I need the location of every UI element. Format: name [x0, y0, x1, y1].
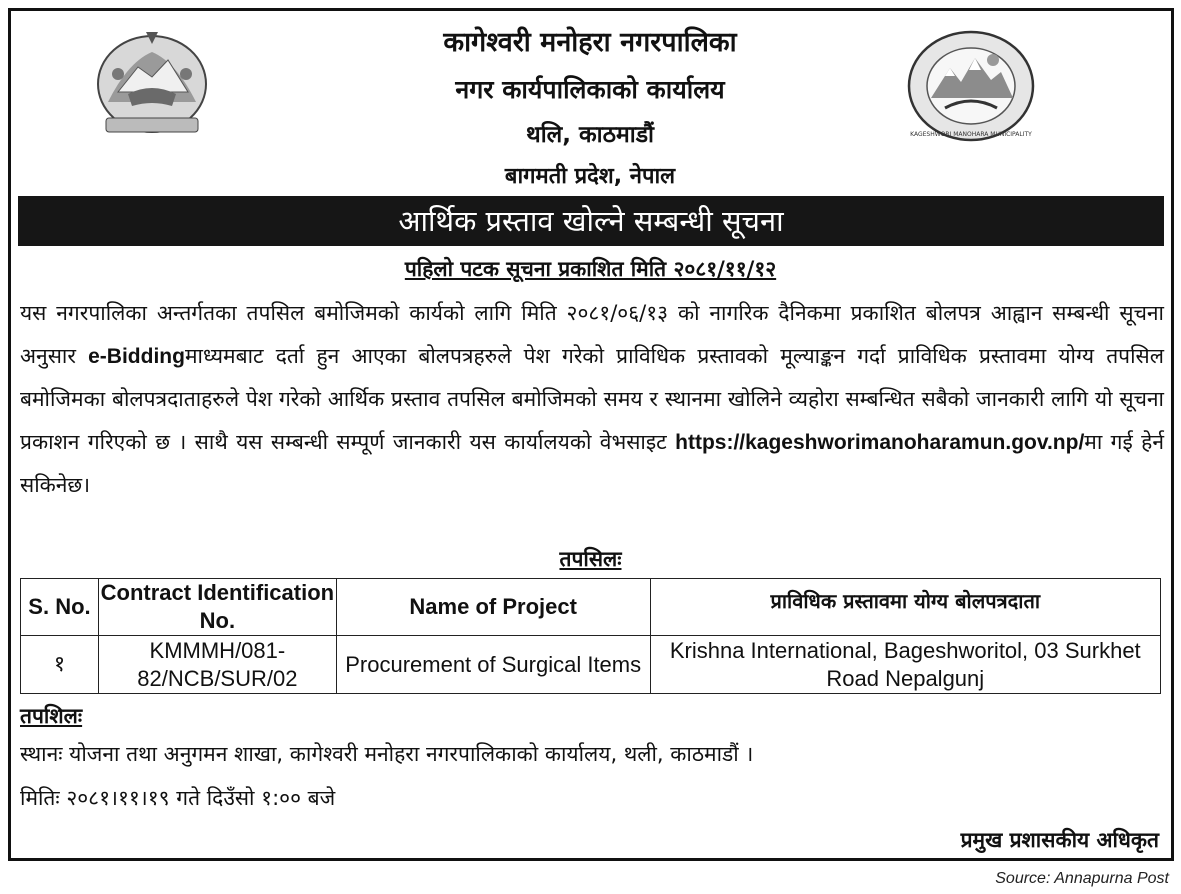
notice-body — [20, 292, 1164, 507]
website-link[interactable]: https://kageshworimanoharamun.gov.np/ — [675, 431, 1085, 454]
emblem-right-text: KAGESHWORI MANOHARA MUNICIPALITY — [910, 131, 1032, 138]
table-row — [21, 636, 1161, 694]
office-location: थलि, काठमाडौं — [526, 122, 654, 148]
cell-project-name: Procurement of Surgical Items — [336, 636, 650, 694]
header-sn: S. No. — [21, 579, 99, 636]
signatory-title: प्रमुख प्रशासकीय अधिकृत — [960, 828, 1159, 852]
province-country: बागमती प्रदेश, नेपाल — [504, 164, 676, 189]
body-text-part1: यस नगरपालिका अन्तर्गतका तपसिल बमोजिमको कार्यको लागि मिति २०८१/०६/१३ को नागरिक दैनिकमा प्रकाशित बोलपत्र आह्वान सम्बन्धी सूचना अनुसार — [20, 301, 1164, 368]
office-name: नगर कार्यपालिकाको कार्यालय — [455, 75, 725, 104]
source-credit: Source: Annapurna Post — [995, 870, 1169, 887]
project-table — [20, 578, 1161, 694]
cell-contract-id: KMMMH/081-82/NCB/SUR/02 — [98, 636, 336, 694]
body-text-part2: माध्यमबाट दर्ता हुन आएका बोलपत्रहरुले पेश गरेको प्राविधिक प्रस्तावको मूल्याङ्कन गर्दा प्राविधिक प्रस्तावमा योग्य तपसिल बमोजिमका बोलपत्रदाताहरुले पेश गरेको आर्थिक प्रस्ताव तपसिल बमोजिमको समय र स्थानमा खोलिने व्यहोरा सम्बन्धित सबैको जानकारी लागि यो सूचना प्रकाशन गरिएको छ । साथै यस सम्बन्धी सम्पूर्ण जानकारी यस कार्यालयको वेभसाइट — [20, 344, 1164, 454]
municipality-logo-icon — [905, 28, 1037, 144]
opening-place: स्थानः योजना तथा अनुगमन शाखा, कागेश्वरी मनोहरा नगरपालिकाको कार्यालय, थली, काठमाडौं । — [20, 742, 754, 766]
body-text-part3: मा गई हेर्न सकिनेछ। — [20, 430, 1164, 497]
cell-sn: १ — [21, 636, 99, 694]
header-project-name: Name of Project — [336, 579, 650, 636]
cell-bidder: Krishna International, Bageshworitol, 03 Surkhet Road Nepalgunj — [650, 636, 1160, 694]
header-qualified-bidder: प्राविधिक प्रस्तावमा योग्य बोलपत्रदाता — [650, 579, 1160, 636]
ebidding-term: e-Bidding — [88, 345, 185, 368]
header-contract-id: Contract Identification No. — [98, 579, 336, 636]
nepal-emblem-icon — [88, 22, 216, 140]
notice-title-banner: आर्थिक प्रस्ताव खोल्ने सम्बन्धी सूचना — [18, 196, 1164, 246]
municipality-name: कागेश्वरी मनोहरा नगरपालिका — [443, 27, 737, 58]
publication-date: पहिलो पटक सूचना प्रकाशित मिति २०८१/११/१२ — [404, 257, 777, 281]
details-title: तपशिलः — [20, 704, 83, 728]
schedule-title: तपसिलः — [559, 547, 622, 571]
opening-datetime: मितिः २०८१।११।१९ गते दिउँसो १:०० बजे — [20, 786, 336, 810]
